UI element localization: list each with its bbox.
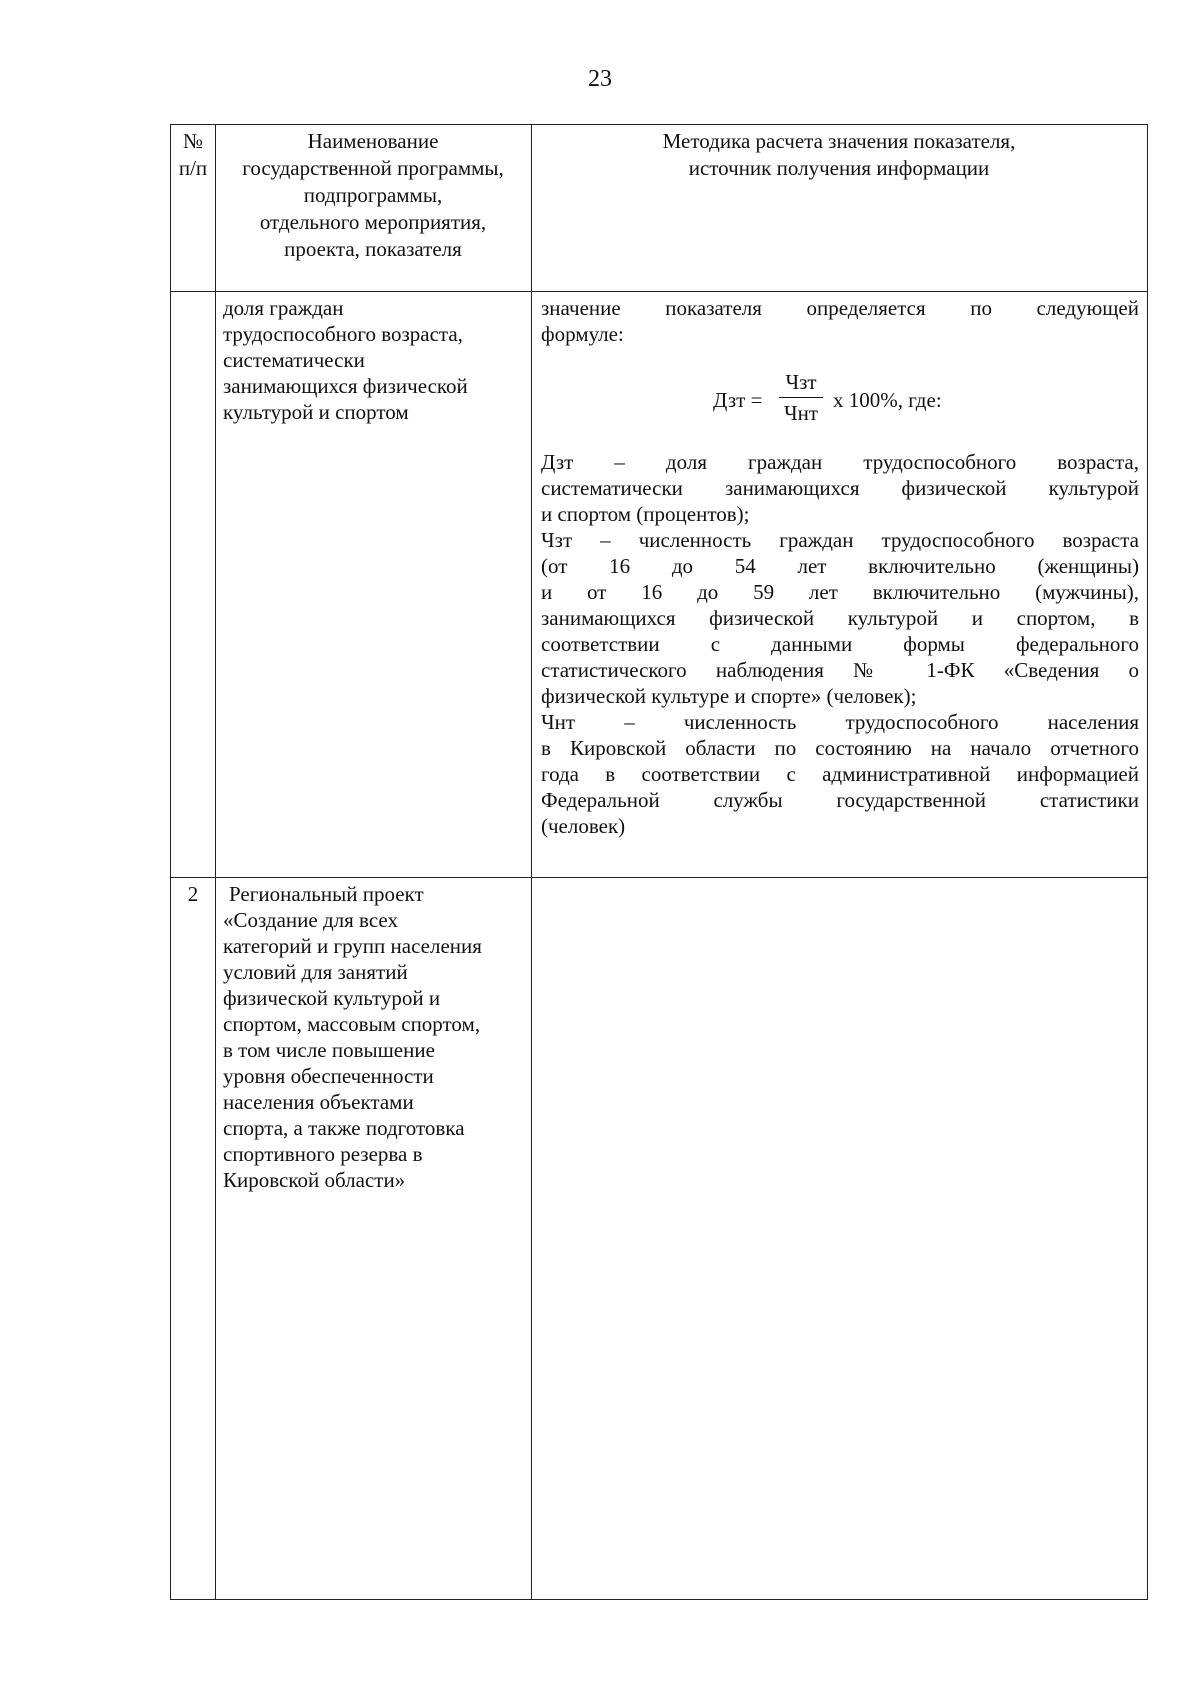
definition-line: соответствии с данными формы федерального [541, 632, 1139, 656]
row1-name-line: культурой и спортом [223, 400, 409, 424]
column-divider [531, 125, 532, 1599]
row2-name-line: Региональный проект [229, 882, 424, 906]
row1-name-line: систематически [223, 348, 365, 372]
method-intro-line: значение показателя определяется по следующей [541, 296, 1139, 320]
row2-name-line: «Создание для всех [223, 908, 398, 932]
header-method [531, 128, 1147, 182]
row2-name-line: физической культурой и [223, 986, 441, 1010]
formula-rhs: х 100%, где: [833, 388, 942, 412]
column-divider [215, 125, 216, 1599]
row2-name-line: населения объектами [223, 1090, 414, 1114]
row1-name-line: доля граждан [223, 296, 344, 320]
definition-line: Чзт – численность граждан трудоспособного возраста [541, 528, 1139, 552]
header-name [215, 128, 531, 263]
row-divider [171, 291, 1147, 292]
header-num [171, 128, 215, 182]
definition-line: Чнт – численность трудоспособного населения [541, 710, 1139, 734]
header-name-line: отдельного мероприятия, [259, 210, 487, 234]
definition-line: статистического наблюдения № 1-ФК «Сведения о [541, 658, 1139, 682]
row2-name-line: условий для занятий [223, 960, 408, 984]
row2-num: 2 [187, 882, 199, 906]
header-method-line: источник получения информации [688, 156, 990, 180]
formula-fraction [779, 369, 823, 426]
formula-denominator: Чнт [783, 401, 819, 425]
definition-line: Федеральной службы государственной статистики [541, 788, 1139, 812]
definitions [541, 449, 1139, 839]
header-name-line: подпрограммы, [303, 183, 443, 207]
row2-name-line: спортом, массовым спортом, [223, 1012, 481, 1036]
formula [541, 369, 1139, 433]
definition-line: в Кировской области по состоянию на начало отчетного [541, 736, 1139, 760]
definition-line: года в соответствии с административной информацией [541, 762, 1139, 786]
row-divider [171, 877, 1147, 878]
header-name-line: государственной программы, [242, 156, 504, 180]
definition-line: (человек) [541, 814, 626, 838]
definition-line: физической культуре и спорте» (человек); [541, 684, 917, 708]
row1-name-line: занимающихся физической [223, 374, 468, 398]
row1-name-line: трудоспособного возраста, [223, 322, 463, 346]
row2-name-line: уровня обеспеченности [223, 1064, 434, 1088]
definition-line: Дзт – доля граждан трудоспособного возраста, [541, 450, 1139, 474]
row2-name-line: спорта, а также подготовка [223, 1116, 465, 1140]
row2-name-line: категорий и групп населения [223, 934, 482, 958]
header-name-line: проекта, показателя [284, 237, 462, 261]
header-num-line: п/п [178, 156, 208, 180]
row2-name-line: спортивного резерва в [223, 1142, 423, 1166]
fraction-bar [779, 397, 823, 398]
definition-line: (от 16 до 54 лет включительно (женщины) [541, 554, 1139, 578]
header-method-line: Методика расчета значения показателя, [662, 129, 1016, 153]
formula-lhs: Дзт = [713, 388, 763, 412]
row2-name-cell [223, 881, 527, 1193]
row1-name-cell [223, 295, 523, 425]
definition-line: занимающихся физической культурой и спортом, в [541, 606, 1139, 630]
row1-method-cell [541, 295, 1139, 839]
header-name-line: Наименование [307, 129, 439, 153]
header-num-line: № [182, 129, 204, 153]
definition-line: и от 16 до 59 лет включительно (мужчины), [541, 580, 1139, 604]
definition-line: и спортом (процентов); [541, 502, 750, 526]
page-number: 23 [588, 66, 612, 92]
method-intro-line: формуле: [541, 322, 624, 346]
indicator-table [170, 124, 1148, 1600]
definition-line: систематически занимающихся физической культурой [541, 476, 1139, 500]
row2-name-line: в том числе повышение [223, 1038, 435, 1062]
formula-numerator: Чзт [785, 370, 817, 394]
row2-name-line: Кировской области» [223, 1168, 406, 1192]
